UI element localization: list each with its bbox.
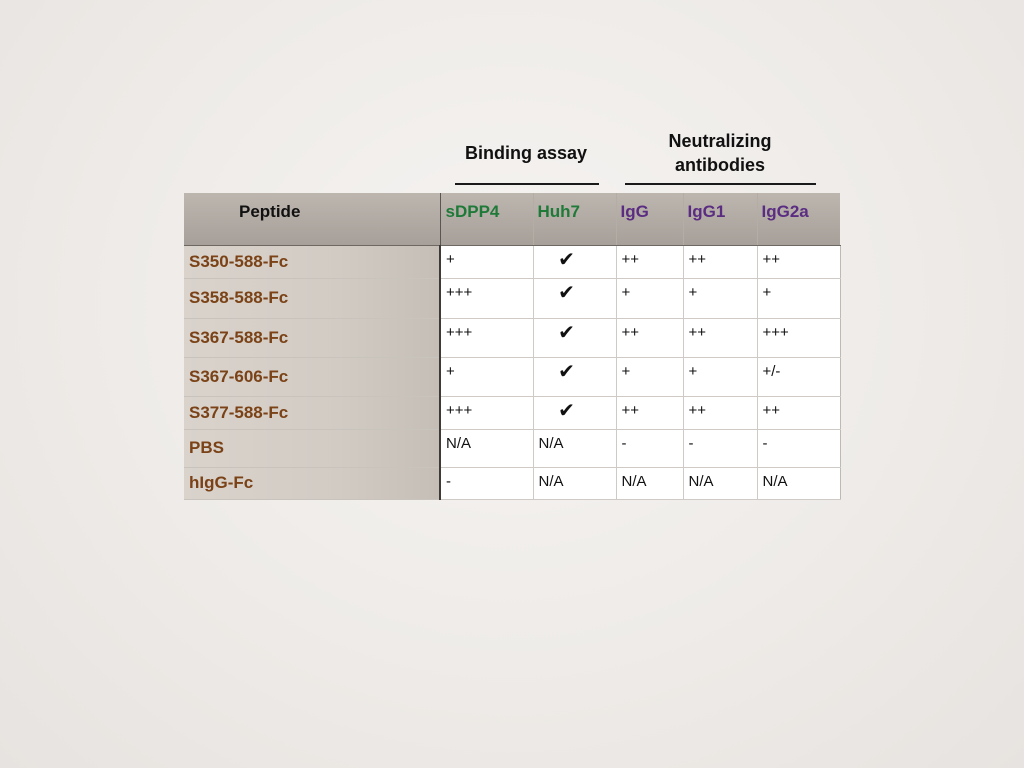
column-header-igg2a: IgG2a (757, 193, 840, 245)
peptide-name-cell: S367-588-Fc (184, 318, 440, 357)
peptide-name-cell: PBS (184, 429, 440, 467)
igg1-cell: + (683, 357, 757, 396)
neutralizing-label-line2: antibodies (674, 155, 765, 175)
column-header-igg1: IgG1 (683, 193, 757, 245)
igg-cell: N/A (616, 467, 683, 499)
table-row (184, 396, 840, 429)
column-header-huh7: Huh7 (533, 193, 616, 245)
igg2a-cell: ++ (757, 245, 840, 278)
igg1-cell: + (683, 278, 757, 318)
igg-cell: ++ (616, 396, 683, 429)
table-header-row (184, 193, 840, 245)
huh7-cell: N/A (533, 429, 616, 467)
table-row (184, 245, 840, 278)
column-header-peptide: Peptide (184, 193, 440, 245)
peptide-name-cell: hIgG-Fc (184, 467, 440, 499)
igg2a-cell: + (757, 278, 840, 318)
igg1-cell: ++ (683, 318, 757, 357)
table-row (184, 318, 840, 357)
checkmark-icon: ✔ (558, 397, 575, 422)
binding-assay-underline (455, 183, 599, 185)
neutralizing-antibodies-group-header (622, 129, 818, 177)
sdpp4-cell: - (440, 467, 533, 499)
sdpp4-cell: +++ (440, 396, 533, 429)
huh7-cell (533, 396, 616, 429)
igg1-cell: ++ (683, 245, 757, 278)
huh7-cell (533, 318, 616, 357)
sdpp4-cell: N/A (440, 429, 533, 467)
sdpp4-cell: +++ (440, 278, 533, 318)
table-row (184, 467, 840, 499)
peptide-name-cell: S367-606-Fc (184, 357, 440, 396)
checkmark-icon: ✔ (558, 319, 575, 344)
sdpp4-cell: + (440, 245, 533, 278)
huh7-cell (533, 278, 616, 318)
peptide-name-cell: S358-588-Fc (184, 278, 440, 318)
huh7-cell (533, 357, 616, 396)
igg2a-cell: N/A (757, 467, 840, 499)
igg-cell: + (616, 278, 683, 318)
igg-cell: + (616, 357, 683, 396)
igg-cell: ++ (616, 318, 683, 357)
igg-cell: ++ (616, 245, 683, 278)
sdpp4-cell: + (440, 357, 533, 396)
peptide-results-table (184, 193, 841, 500)
igg1-cell: ++ (683, 396, 757, 429)
column-header-igg: IgG (616, 193, 683, 245)
huh7-cell (533, 245, 616, 278)
table-row (184, 429, 840, 467)
igg2a-cell: +++ (757, 318, 840, 357)
binding-assay-label: Binding assay (464, 143, 588, 163)
neutralizing-antibodies-underline (625, 183, 816, 185)
igg-cell: - (616, 429, 683, 467)
sdpp4-cell: +++ (440, 318, 533, 357)
peptide-name-cell: S377-588-Fc (184, 396, 440, 429)
checkmark-icon: ✔ (558, 279, 575, 304)
igg2a-cell: - (757, 429, 840, 467)
igg1-cell: - (683, 429, 757, 467)
table-row (184, 278, 840, 318)
checkmark-icon: ✔ (558, 246, 575, 271)
igg2a-cell: ++ (757, 396, 840, 429)
igg1-cell: N/A (683, 467, 757, 499)
table-row (184, 357, 840, 396)
huh7-cell: N/A (533, 467, 616, 499)
binding-assay-group-header (440, 141, 612, 165)
peptide-name-cell: S350-588-Fc (184, 245, 440, 278)
igg2a-cell: +/- (757, 357, 840, 396)
column-header-sdpp4: sDPP4 (440, 193, 533, 245)
neutralizing-label-line1: Neutralizing (668, 131, 772, 151)
checkmark-icon: ✔ (558, 358, 575, 383)
